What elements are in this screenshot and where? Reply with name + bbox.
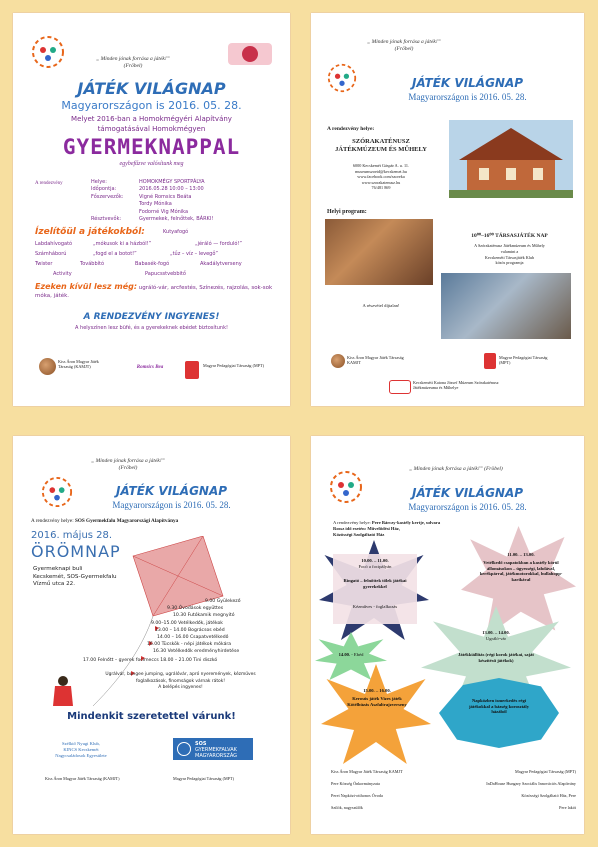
sponsor-row: [331, 802, 576, 814]
details-list: [91, 179, 281, 223]
address-line: www.facebook.com/szoreka: [357, 174, 405, 180]
page-title: JÁTÉK VILÁGNAP: [411, 486, 524, 500]
details-label: A rendezvény: [35, 181, 63, 186]
program-note: [73, 672, 288, 692]
sponsor-right: Magyar Pedagógiai Társaság (MPT): [515, 769, 576, 774]
venue-label: A rendezvény helye:: [327, 126, 375, 132]
org-mpt: Magyar Pedagógiai Társaság (MPT): [499, 355, 548, 366]
free-note: A részvétel díjtalan!: [362, 303, 400, 308]
besides-block: [35, 283, 280, 300]
note-line: foglalkozások, finomságok várnak rátok!: [135, 678, 226, 684]
sub-line: Vízmű utca 22.: [33, 581, 76, 587]
star-desc: Focó a focipályán: [358, 564, 392, 569]
board-game-photo-2: [441, 273, 571, 339]
museum-logo: [389, 380, 411, 394]
venue-name: Pere Bárczy-kastély kertje, udvara: [371, 520, 441, 525]
star-desc: Ugráló-vár: [485, 636, 507, 641]
headline-gyermeknap: GYERMEKNAPPAL: [62, 135, 241, 159]
sponsor-left: Kiss Áron Magyar Játék Társaság KAMJT: [331, 769, 403, 774]
schedule-item: 10.30 Futókamik megnyitó: [173, 613, 235, 619]
event-date: Magyarországon is 2016. 05. 28.: [408, 502, 527, 512]
venue-address: [331, 163, 431, 191]
star-time: 15.00. – 16.00.: [363, 688, 391, 693]
world-play-day-logo: [31, 35, 65, 69]
sos-icon: [177, 742, 191, 756]
besides-text: ugráló-vár, arcfestés, Színezés, rajzolás, sok-sok móka, játék.: [35, 285, 273, 299]
sos-line: MAGYARORSZÁG: [195, 753, 238, 759]
page-title: JÁTÉK VILÁGNAP: [411, 76, 524, 90]
besides-heading: Ezeken kívül lesz még:: [35, 282, 138, 291]
desc-line: valamint a: [500, 248, 519, 254]
event-date: Magyarországon is 2016. 05. 28.: [408, 92, 527, 102]
kamjt-logo: [39, 358, 56, 375]
game-item: Activity: [53, 271, 72, 277]
local-program-label: Helyi program:: [327, 209, 367, 215]
game-item: Babasék-fogó: [135, 261, 170, 267]
game-item: „jéráló — forduló!”: [195, 241, 242, 247]
free-note: A helyszínen lesz büfé, és a gyerekeknek ebédet biztosítunk!: [75, 325, 228, 331]
detail-row: Résztvevők: Gyermekek, felnőttek, BÁRKI!: [91, 216, 214, 223]
game-item: „mókusok ki a házból!”: [93, 241, 152, 247]
org-museum: Kecskeméti Katona József Múzeum Szórakaténusz Játékmúzeuma és Műhelye: [413, 380, 499, 391]
venue-line: [31, 518, 281, 524]
club-line: Szélkiő Nyugi Klub,: [62, 741, 100, 746]
motto: „ Minden jónak forrása a játék!” (Fröbel): [367, 39, 441, 52]
club-logo-text: [41, 741, 121, 759]
motto: „ Minden jónak forrása a játék!” (Fröbel): [409, 466, 503, 472]
program-time: 10⁰⁰–16⁰⁰ TÁRSASJÁTÉK NAP: [471, 233, 548, 239]
club-line: Nagycsaládosok Egyesülete: [55, 753, 107, 758]
page-title: JÁTÉK VILÁGNAP: [115, 484, 228, 498]
address-line: 6000 Kecskemét Gáspár A. u. 11.: [352, 163, 410, 168]
game-item: Akadálytverseny: [200, 261, 242, 267]
game-item: Twister: [35, 261, 53, 267]
mpt-logo: [484, 353, 496, 369]
sos-line: GYERMEKFALVAK: [195, 747, 237, 753]
event-date: Magyarországon is 2016. 05. 28.: [61, 99, 242, 112]
sponsor-right: InDaHouse Hungary Szociális Innovációs Alapítvány: [486, 781, 576, 786]
games-heading: Ízelítőül a játékokból:: [35, 227, 145, 237]
free-entry: A RENDEZVÉNY INGYENES!: [83, 312, 220, 322]
poster-homokmegy: [13, 13, 290, 406]
program-desc: [437, 243, 582, 266]
star-desc: Napközben ismerkedés régi játékokkal a bázség korosztály házából: [468, 698, 530, 715]
star-time: 10.00. – 11.00.: [361, 558, 389, 563]
address-line: 76/481 869: [371, 185, 391, 191]
venue-name: SOS Gyermekfalu Magyarországi Alapítványa: [74, 518, 179, 524]
rain-venue-2: Közösségi Szolgáltató Ház: [333, 532, 385, 537]
star-time: 13.00. – 14.00.: [482, 630, 510, 635]
game-item: Kutyafogó: [163, 229, 189, 235]
welcome-text: Mindenkit szeretettel várunk!: [67, 711, 236, 722]
sponsor-left: Szilók, nagyszülők: [331, 805, 363, 810]
address-line: www.szorakatenusz.hu: [361, 179, 401, 185]
headline-oromnap: ÖRÖMNAP: [31, 542, 121, 561]
alapitvany-logo: [218, 39, 282, 71]
detail-row: Főszervezők: Vigné Romsics Beáta: [91, 193, 192, 200]
sponsor-left: Perei Napközi-otthonos Óvoda: [331, 793, 383, 798]
museum-building-photo: [449, 120, 573, 198]
star-desc: Vetélkedő csapatokban a kastély körül állomásokon – ügyességi, labdával, kerékpárral, játékmotorokkal, hullahopp-karikával: [479, 560, 563, 582]
rain-venue: Rossz idő esetén: Művelődési Ház,: [333, 526, 400, 531]
program-star-afternoon: [321, 664, 431, 764]
schedule-item: 16.00 Tücskök - népi játékok mókára: [147, 642, 232, 648]
schedule: [125, 598, 285, 656]
venue-name: SZÓRAKATÉNUSZ JÁTÉKMÚZEUM ÉS MŰHELY: [335, 138, 427, 153]
org-kamjt: Kiss Áron Magyar Játék Társaság (KAMJT): [45, 776, 120, 781]
org-kamjt: Kiss Áron Magyar Játék Társaság (KAMJT): [58, 359, 99, 370]
sponsor-row: [331, 790, 576, 802]
note-line: Ugrálvár, bungee jumping, ugrálóvár, apró nyeremények, kézműves: [105, 672, 256, 677]
schedule-item: 9.00 Gyülekező: [205, 599, 241, 604]
club-line: KINCS Kecskemét: [63, 747, 99, 752]
schedule-item: 13.00 – 14.00 Bográcsos ebéd: [155, 627, 225, 633]
desc-line: közös programja: [495, 260, 524, 266]
detail-row: Időpontja: 2016.05.28 10:00 – 13:00: [91, 186, 204, 193]
schedule-item: 9.00–15.00 Vetélkedők, játékok: [151, 620, 223, 626]
motto: „ Minden jónak forrása a játék!” (Fröbel): [96, 56, 170, 69]
intro-line-3: egybefűzve valósítunk meg: [119, 161, 184, 167]
schedule-last: 17.00 Felnőtt – gyerek focimeccs 18.00 – 21.00 Tini diszkó: [83, 658, 218, 663]
game-item: Továbbító: [80, 261, 105, 267]
game-item: Számháború: [35, 251, 67, 257]
kamjt-logo: [331, 354, 345, 368]
poster-szorakatenusz: [311, 13, 584, 406]
sponsor-list: [331, 766, 576, 814]
poster-pere: [311, 436, 584, 834]
sponsor-row: [331, 766, 576, 778]
event-big-date: 2016. május 28.: [31, 530, 113, 541]
detail-row: Fodorné Vig Mónika: [139, 208, 189, 215]
star-time: 14.00.: [338, 652, 351, 657]
game-item: „tűz – víz – levegő”: [170, 251, 218, 257]
star-desc: - Ebéd: [351, 652, 364, 657]
schedule-item: 14.00 – 16.00 Csapatvetélkedő: [157, 635, 229, 641]
sponsor-row: [331, 778, 576, 790]
sponsor-right: Pere lakói: [559, 805, 576, 810]
game-item: Labdahívogató: [35, 241, 73, 247]
org-mpt: Magyar Pedagógiai Társaság (MPT): [203, 363, 264, 368]
game-item: Papucsstvebbitő: [145, 271, 186, 277]
note-line: A belépés ingyenes!: [158, 685, 203, 691]
sos-logo: [173, 738, 253, 760]
game-item: „fogd el a botot!”: [93, 251, 137, 257]
star-desc: Ringató – felnőttek tőlek játékai gyerekekkel: [343, 578, 407, 589]
romsics-logo: Romsics Bea: [136, 365, 164, 370]
poster-sos-oromnap: [13, 436, 290, 834]
sos-line: SOS: [195, 741, 207, 747]
sponsor-left: Pere Község Önkormányzata: [331, 781, 380, 786]
page-title: JÁTÉK VILÁGNAP: [77, 79, 226, 98]
org-kamjt: Kiss Áron Magyar Játék Társaság KAMJT: [347, 355, 404, 366]
board-game-photo-1: [325, 219, 433, 285]
venue-label: A rendezvény helye:: [31, 518, 74, 524]
org-mpt: Magyar Pedagógiai Társaság (MPT): [173, 776, 234, 781]
intro-line-1: Melyet 2016-ban a Homokmégyéri Alapítvány: [71, 115, 232, 123]
sub-line: Gyermeknapi buli: [33, 566, 83, 572]
schedule-item: 9.30 Óvodások együttes: [167, 606, 224, 612]
detail-row: Helye: HOMOKMÉGY SPORTPÁLYA: [91, 179, 205, 185]
detail-row: Tordy Mónika: [139, 201, 172, 208]
star-time: 11.00. – 13.00.: [507, 552, 535, 557]
schedule-item: 16.30 Vetélkedők eredményhirdetése: [153, 649, 240, 655]
address-line: museumszoeid@kecskemet.hu: [355, 168, 407, 174]
venue-label: A rendezvény helye:: [333, 520, 371, 525]
star-desc: Kerosús játék Vizes játék Kötélhúzás Aszfaltrajzverseny: [347, 696, 407, 707]
mpt-logo: [185, 361, 199, 379]
intro-line-2: támogatásával Homokmégyen: [97, 125, 206, 133]
desc-line: A Szórakaténusz Játékmúzeum és Műhely: [474, 243, 545, 248]
motto: „ Minden jónak forrása a játék!” (Fröbel): [91, 458, 165, 471]
lunch-label: [321, 652, 381, 658]
event-date: Magyarországon is 2016. 05. 28.: [112, 500, 231, 510]
star-desc: Játékkiállítás (régi korok játékai, saját készítésű játékok): [458, 652, 534, 663]
desc-line: Kecskeméti Társasjáték Klub: [484, 254, 535, 260]
star-desc: Kézműves - foglalkozás: [352, 604, 398, 609]
sub-line: Kecskemét, SOS-Gyermekfalu: [33, 573, 117, 580]
sponsor-right: Közösségi Szolgáltató Ház, Pere: [521, 793, 576, 798]
